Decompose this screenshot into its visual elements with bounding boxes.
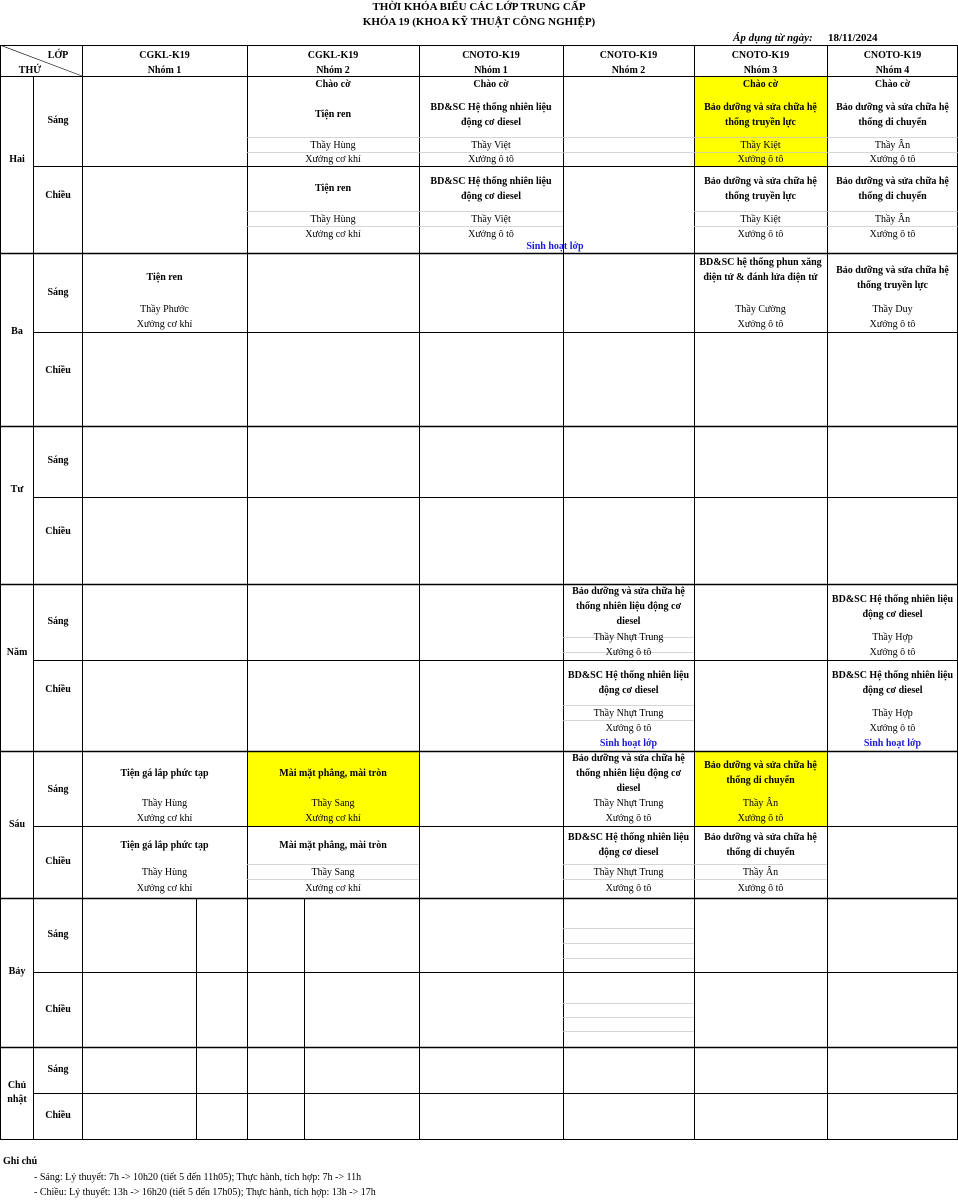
schedule-cell: Chào cờ — [315, 79, 351, 90]
session-label-afternoon: Chiều — [45, 526, 71, 537]
schedule-cell: Chào cờ — [874, 79, 911, 90]
schedule-cell: BD&SC Hệ thống nhiên liệu động cơ diesel — [430, 176, 552, 202]
schedule-cell: Bảo dưỡng và sửa chữa hệ thống di chuyển — [704, 832, 817, 858]
schedule-cell: BD&SC Hệ thống nhiên liệu động cơ diesel — [567, 670, 690, 696]
table-gridlines — [0, 45, 958, 1140]
col-header-name: CNOTO-K19 — [462, 50, 520, 61]
schedule-subtitle: KHÓA 19 (KHOA KỸ THUẬT CÔNG NGHIỆP) — [362, 16, 596, 28]
schedule-cell: Bảo dưỡng và sửa chữa hệ thống nhiên liệu động cơ diesel — [572, 753, 685, 794]
day-label-wed: Tư — [10, 484, 24, 495]
schedule-cell: Sinh hoạt lớp — [599, 738, 658, 749]
schedule-cell: Tiện ren — [314, 109, 352, 120]
session-label-morning: Sáng — [47, 287, 69, 298]
session-label-afternoon: Chiều — [45, 1110, 71, 1121]
schedule-cell: BD&SC Hệ thống nhiên liệu động cơ diesel — [430, 102, 552, 128]
schedule-cell: Thầy Cường — [735, 304, 786, 315]
schedule-cell: Thầy Ân — [742, 798, 779, 809]
schedule-cell: Xưởng ô tô — [605, 723, 652, 734]
schedule-cell: BD&SC Hệ thống nhiên liệu động cơ diesel — [831, 670, 954, 696]
schedule-cell: Thầy Hợp — [872, 708, 913, 719]
schedule-cell: Thầy Hùng — [141, 798, 188, 809]
apply-date-value: 18/11/2024 — [828, 32, 878, 44]
schedule-cell: Xưởng ô tô — [605, 647, 652, 658]
schedule-cell: Bảo dưỡng và sửa chữa hệ thống nhiên liệu động cơ diesel — [572, 586, 685, 627]
day-label-sat: Bảy — [8, 966, 26, 977]
col-header-group: Nhóm 3 — [743, 65, 778, 76]
day-label-fri: Sáu — [8, 819, 26, 830]
schedule-table — [0, 45, 958, 1140]
session-label-morning: Sáng — [47, 929, 69, 940]
schedule-cell: Bảo dưỡng và sửa chữa hệ thống di chuyển — [704, 760, 817, 786]
schedule-cell: Xưởng cơ khí — [136, 319, 193, 330]
header-lop: LỚP — [47, 50, 69, 61]
schedule-cell: Thầy Ân — [742, 867, 779, 878]
schedule-cell: Thầy Kiệt — [740, 214, 781, 225]
schedule-cell: Thầy Ân — [874, 140, 911, 151]
header-thu: THỨ — [18, 65, 42, 76]
session-label-morning: Sáng — [47, 784, 69, 795]
schedule-cell: Xưởng ô tô — [737, 229, 784, 240]
schedule-cell: Xưởng cơ khí — [305, 154, 361, 165]
schedule-cell: BD&SC hệ thống phun xăng điện tử & đánh lửa điện tử — [699, 257, 822, 283]
session-label-afternoon: Chiều — [45, 365, 71, 376]
schedule-cell: Thầy Ân — [874, 214, 911, 225]
schedule-cell: Xưởng ô tô — [605, 883, 652, 894]
schedule-title: THỜI KHÓA BIỂU CÁC LỚP TRUNG CẤP — [372, 1, 586, 13]
schedule-cell: Tiện ren — [314, 183, 352, 194]
schedule-cell: Tiện gá lắp phức tạp — [120, 840, 209, 851]
schedule-cell: Xưởng ô tô — [869, 723, 916, 734]
schedule-cell: Chào cờ — [742, 79, 779, 90]
schedule-cell: Thầy Sang — [311, 798, 355, 809]
session-label-morning: Sáng — [47, 455, 69, 466]
schedule-cell: Xưởng ô tô — [869, 229, 916, 240]
schedule-cell: Xưởng ô tô — [737, 319, 784, 330]
schedule-cell: Tiện gá lắp phức tạp — [120, 768, 209, 779]
schedule-cell: Xưởng ô tô — [737, 883, 784, 894]
schedule-cell: Xưởng cơ khí — [305, 813, 361, 824]
session-label-afternoon: Chiều — [45, 684, 71, 695]
schedule-cell: Thầy Hợp — [872, 632, 913, 643]
schedule-cell: Bảo dưỡng và sửa chữa hệ thống di chuyển — [836, 176, 949, 202]
notes-title: Ghi chú — [3, 1156, 38, 1167]
col-header-name: CNOTO-K19 — [599, 50, 658, 61]
schedule-cell: Thầy Nhựt Trung — [593, 867, 664, 878]
day-label-sun: Chủ nhật — [7, 1080, 27, 1105]
apply-date-label: Áp dụng từ ngày: — [733, 32, 813, 44]
schedule-cell: Thầy Nhựt Trung — [593, 708, 664, 719]
schedule-cell: Xưởng ô tô — [468, 154, 514, 165]
schedule-cell: Thầy Hùng — [310, 214, 356, 225]
col-header-group: Nhóm 2 — [316, 65, 350, 76]
schedule-cell: Bảo dưỡng và sửa chữa hệ thống di chuyển — [836, 102, 949, 128]
schedule-cell: BD&SC Hệ thống nhiên liệu động cơ diesel — [831, 594, 954, 620]
schedule-cell: Thầy Hùng — [310, 140, 356, 151]
schedule-cell: Thầy Sang — [311, 867, 355, 878]
schedule-cell: Thầy Hùng — [141, 867, 188, 878]
session-label-afternoon: Chiều — [45, 190, 71, 201]
session-label-morning: Sáng — [47, 1064, 69, 1075]
col-header-group: Nhóm 1 — [474, 65, 508, 76]
schedule-cell: Thầy Nhựt Trung — [593, 632, 664, 643]
schedule-cell: Xưởng ô tô — [468, 229, 514, 240]
schedule-cell: Xưởng ô tô — [737, 813, 784, 824]
schedule-cell: Mài mặt phẳng, mài tròn — [279, 840, 387, 851]
session-label-afternoon: Chiều — [45, 1004, 71, 1015]
schedule-cell: Xưởng ô tô — [869, 154, 916, 165]
schedule-cell: BD&SC Hệ thống nhiên liệu động cơ diesel — [567, 832, 690, 858]
schedule-cell: Sinh hoạt lớp — [863, 738, 922, 749]
schedule-cell: Xưởng cơ khí — [136, 883, 193, 894]
col-header-group: Nhóm 2 — [611, 65, 646, 76]
schedule-cell: Xưởng cơ khí — [136, 813, 193, 824]
schedule-cell: Thầy Phước — [140, 304, 189, 315]
col-header-name: CGKL-K19 — [307, 50, 359, 61]
col-header-name: CNOTO-K19 — [731, 50, 790, 61]
col-header-group: Nhóm 1 — [147, 65, 182, 76]
schedule-cell: Thầy Việt — [471, 214, 511, 225]
schedule-cell: Xưởng ô tô — [605, 813, 652, 824]
schedule-cell: Thầy Nhựt Trung — [593, 798, 664, 809]
col-header-group: Nhóm 4 — [875, 65, 910, 76]
schedule-cell: Mài mặt phẳng, mài tròn — [279, 768, 387, 779]
schedule-cell: Xưởng ô tô — [869, 319, 916, 330]
day-label-mon: Hai — [9, 154, 25, 165]
schedule-cell: Bảo dưỡng và sửa chữa hệ thống truyền lực — [704, 102, 817, 128]
day-label-tue: Ba — [11, 326, 23, 337]
schedule-cell: Thầy Việt — [471, 140, 511, 151]
schedule-cell: Thầy Duy — [872, 304, 913, 315]
schedule-cell: Xưởng ô tô — [869, 647, 916, 658]
session-label-morning: Sáng — [47, 115, 69, 126]
session-label-afternoon: Chiều — [45, 856, 71, 867]
schedule-cell: Xưởng cơ khí — [305, 883, 361, 894]
notes-afternoon: - Chiều: Lý thuyết: 13h -> 16h20 (tiết 5 đến 17h05); Thực hành, tích hợp: 13h -> 17h — [34, 1187, 376, 1198]
schedule-cell: Thầy Kiệt — [740, 140, 781, 151]
schedule-cell: Chào cờ — [473, 79, 509, 90]
schedule-cell: Bảo dưỡng và sửa chữa hệ thống truyền lực — [836, 265, 949, 291]
session-label-morning: Sáng — [47, 616, 69, 627]
col-header-name: CGKL-K19 — [139, 50, 190, 61]
col-header-name: CNOTO-K19 — [863, 50, 922, 61]
schedule-cell: Xưởng cơ khí — [305, 229, 361, 240]
schedule-cell: Sinh hoạt lớp — [526, 241, 584, 252]
schedule-cell: Xưởng ô tô — [737, 154, 784, 165]
schedule-cell: Bảo dưỡng và sửa chữa hệ thống truyền lực — [704, 176, 817, 202]
day-label-thu: Năm — [6, 647, 28, 658]
notes-morning: - Sáng: Lý thuyết: 7h -> 10h20 (tiết 5 đến 11h05); Thực hành, tích hợp: 7h -> 11h — [34, 1172, 362, 1183]
schedule-cell: Tiện ren — [146, 272, 183, 283]
